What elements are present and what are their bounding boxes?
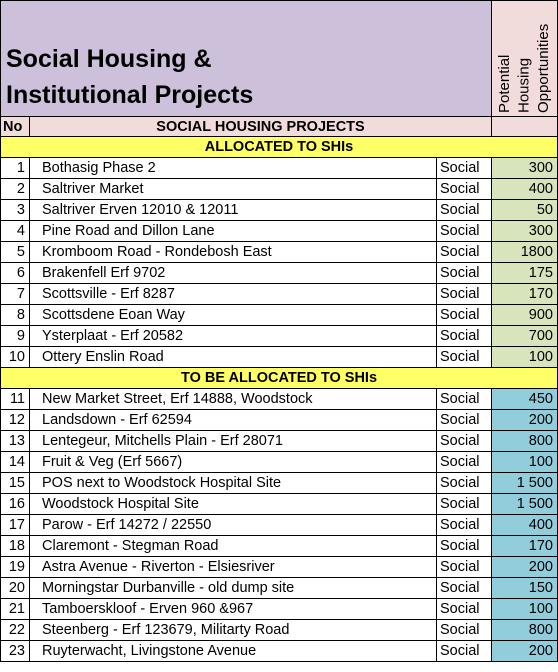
project-type: Social bbox=[437, 200, 492, 221]
project-type: Social bbox=[437, 158, 492, 179]
row-number: 20 bbox=[1, 578, 30, 599]
project-type: Social bbox=[437, 284, 492, 305]
row-number: 2 bbox=[1, 179, 30, 200]
project-name: Ysterplaat - Erf 20582 bbox=[30, 326, 437, 347]
title-line-1: Social Housing & bbox=[6, 45, 212, 73]
project-type: Social bbox=[437, 473, 492, 494]
row-number: 12 bbox=[1, 410, 30, 431]
housing-opportunities: 100 bbox=[492, 452, 558, 473]
housing-opportunities: 50 bbox=[492, 200, 558, 221]
table-row bbox=[1, 200, 558, 221]
project-type: Social bbox=[437, 347, 492, 368]
housing-opportunities: 400 bbox=[492, 179, 558, 200]
table-row bbox=[1, 347, 558, 368]
table-row bbox=[1, 599, 558, 620]
table-row bbox=[1, 494, 558, 515]
project-name: Astra Avenue - Riverton - Elsiesriver bbox=[30, 557, 437, 578]
row-number: 6 bbox=[1, 263, 30, 284]
project-type: Social bbox=[437, 305, 492, 326]
housing-opportunities: 450 bbox=[492, 389, 558, 410]
no-column-header: No bbox=[1, 117, 30, 137]
table-row bbox=[1, 158, 558, 179]
project-type: Social bbox=[437, 620, 492, 641]
project-name: Saltriver Erven 12010 & 12011 bbox=[30, 200, 437, 221]
table-row bbox=[1, 620, 558, 641]
project-name: Woodstock Hospital Site bbox=[30, 494, 437, 515]
housing-opportunities: 100 bbox=[492, 347, 558, 368]
project-name: Kromboom Road - Rondebosh East bbox=[30, 242, 437, 263]
row-number: 22 bbox=[1, 620, 30, 641]
table-row bbox=[1, 410, 558, 431]
table-row bbox=[1, 242, 558, 263]
housing-opportunities: 200 bbox=[492, 557, 558, 578]
project-type: Social bbox=[437, 599, 492, 620]
section-allocated-label: ALLOCATED TO SHIs bbox=[1, 137, 558, 158]
table-row bbox=[1, 179, 558, 200]
vertical-header-text: Potential Housing Opportunities bbox=[496, 23, 552, 113]
table-row bbox=[1, 221, 558, 242]
table-row bbox=[1, 431, 558, 452]
table-row bbox=[1, 557, 558, 578]
project-type: Social bbox=[437, 641, 492, 662]
table-row bbox=[1, 536, 558, 557]
title-line-2: Institutional Projects bbox=[6, 81, 254, 109]
project-name: Saltriver Market bbox=[30, 179, 437, 200]
project-type: Social bbox=[437, 431, 492, 452]
project-name: Fruit & Veg (Erf 5667) bbox=[30, 452, 437, 473]
housing-opportunities: 1 500 bbox=[492, 473, 558, 494]
project-type: Social bbox=[437, 452, 492, 473]
table-row bbox=[1, 263, 558, 284]
housing-opportunities: 150 bbox=[492, 578, 558, 599]
table-row bbox=[1, 284, 558, 305]
project-type: Social bbox=[437, 389, 492, 410]
project-name: Parow - Erf 14272 / 22550 bbox=[30, 515, 437, 536]
housing-opportunities: 100 bbox=[492, 599, 558, 620]
title-row bbox=[1, 1, 558, 117]
row-number: 3 bbox=[1, 200, 30, 221]
row-number: 13 bbox=[1, 431, 30, 452]
housing-opportunities: 170 bbox=[492, 536, 558, 557]
project-type: Social bbox=[437, 242, 492, 263]
project-name: POS next to Woodstock Hospital Site bbox=[30, 473, 437, 494]
row-number: 9 bbox=[1, 326, 30, 347]
section-header-to-be-allocated bbox=[1, 368, 558, 389]
project-type: Social bbox=[437, 578, 492, 599]
row-number: 19 bbox=[1, 557, 30, 578]
table-row bbox=[1, 578, 558, 599]
row-number: 7 bbox=[1, 284, 30, 305]
section-header-allocated bbox=[1, 137, 558, 158]
project-name: Scottsville - Erf 8287 bbox=[30, 284, 437, 305]
project-type: Social bbox=[437, 326, 492, 347]
housing-opportunities: 300 bbox=[492, 221, 558, 242]
project-name: New Market Street, Erf 14888, Woodstock bbox=[30, 389, 437, 410]
row-number: 10 bbox=[1, 347, 30, 368]
potential-housing-header bbox=[492, 1, 558, 117]
project-name: Ottery Enslin Road bbox=[30, 347, 437, 368]
housing-opportunities: 400 bbox=[492, 515, 558, 536]
table-row bbox=[1, 326, 558, 347]
project-type: Social bbox=[437, 410, 492, 431]
column-header-row bbox=[1, 117, 558, 137]
project-name: Scottsdene Eoan Way bbox=[30, 305, 437, 326]
row-number: 23 bbox=[1, 641, 30, 662]
project-name: Landsdown - Erf 62594 bbox=[30, 410, 437, 431]
project-type: Social bbox=[437, 494, 492, 515]
project-type: Social bbox=[437, 179, 492, 200]
project-name: Brakenfell Erf 9702 bbox=[30, 263, 437, 284]
table-row bbox=[1, 389, 558, 410]
project-type: Social bbox=[437, 515, 492, 536]
section-to-be-allocated-label: TO BE ALLOCATED TO SHIs bbox=[1, 368, 558, 389]
projects-column-header: SOCIAL HOUSING PROJECTS bbox=[30, 117, 492, 137]
table-row bbox=[1, 473, 558, 494]
project-name: Lentegeur, Mitchells Plain - Erf 28071 bbox=[30, 431, 437, 452]
housing-opportunities: 1800 bbox=[492, 242, 558, 263]
housing-opportunities: 170 bbox=[492, 284, 558, 305]
table-row bbox=[1, 515, 558, 536]
row-number: 5 bbox=[1, 242, 30, 263]
housing-opportunities: 700 bbox=[492, 326, 558, 347]
housing-opportunities: 800 bbox=[492, 431, 558, 452]
row-number: 14 bbox=[1, 452, 30, 473]
row-number: 4 bbox=[1, 221, 30, 242]
project-name: Pine Road and Dillon Lane bbox=[30, 221, 437, 242]
row-number: 21 bbox=[1, 599, 30, 620]
project-name: Morningstar Durbanville - old dump site bbox=[30, 578, 437, 599]
project-name: Claremont - Stegman Road bbox=[30, 536, 437, 557]
housing-opportunities: 1 500 bbox=[492, 494, 558, 515]
row-number: 16 bbox=[1, 494, 30, 515]
table-row bbox=[1, 305, 558, 326]
table-row bbox=[1, 641, 558, 662]
project-name: Tamboerskloof - Erven 960 &967 bbox=[30, 599, 437, 620]
project-name: Steenberg - Erf 123679, Militarty Road bbox=[30, 620, 437, 641]
row-number: 17 bbox=[1, 515, 30, 536]
housing-opportunities: 200 bbox=[492, 641, 558, 662]
project-name: Bothasig Phase 2 bbox=[30, 158, 437, 179]
row-number: 11 bbox=[1, 389, 30, 410]
project-type: Social bbox=[437, 221, 492, 242]
empty-header-cell bbox=[492, 117, 558, 137]
row-number: 8 bbox=[1, 305, 30, 326]
housing-opportunities: 200 bbox=[492, 410, 558, 431]
row-number: 15 bbox=[1, 473, 30, 494]
housing-opportunities: 900 bbox=[492, 305, 558, 326]
row-number: 1 bbox=[1, 158, 30, 179]
page-title bbox=[1, 1, 492, 117]
row-number: 18 bbox=[1, 536, 30, 557]
project-type: Social bbox=[437, 536, 492, 557]
project-type: Social bbox=[437, 263, 492, 284]
housing-opportunities: 800 bbox=[492, 620, 558, 641]
project-name: Ruyterwacht, Livingstone Avenue bbox=[30, 641, 437, 662]
project-type: Social bbox=[437, 557, 492, 578]
housing-opportunities: 300 bbox=[492, 158, 558, 179]
housing-opportunities: 175 bbox=[492, 263, 558, 284]
table-row bbox=[1, 452, 558, 473]
